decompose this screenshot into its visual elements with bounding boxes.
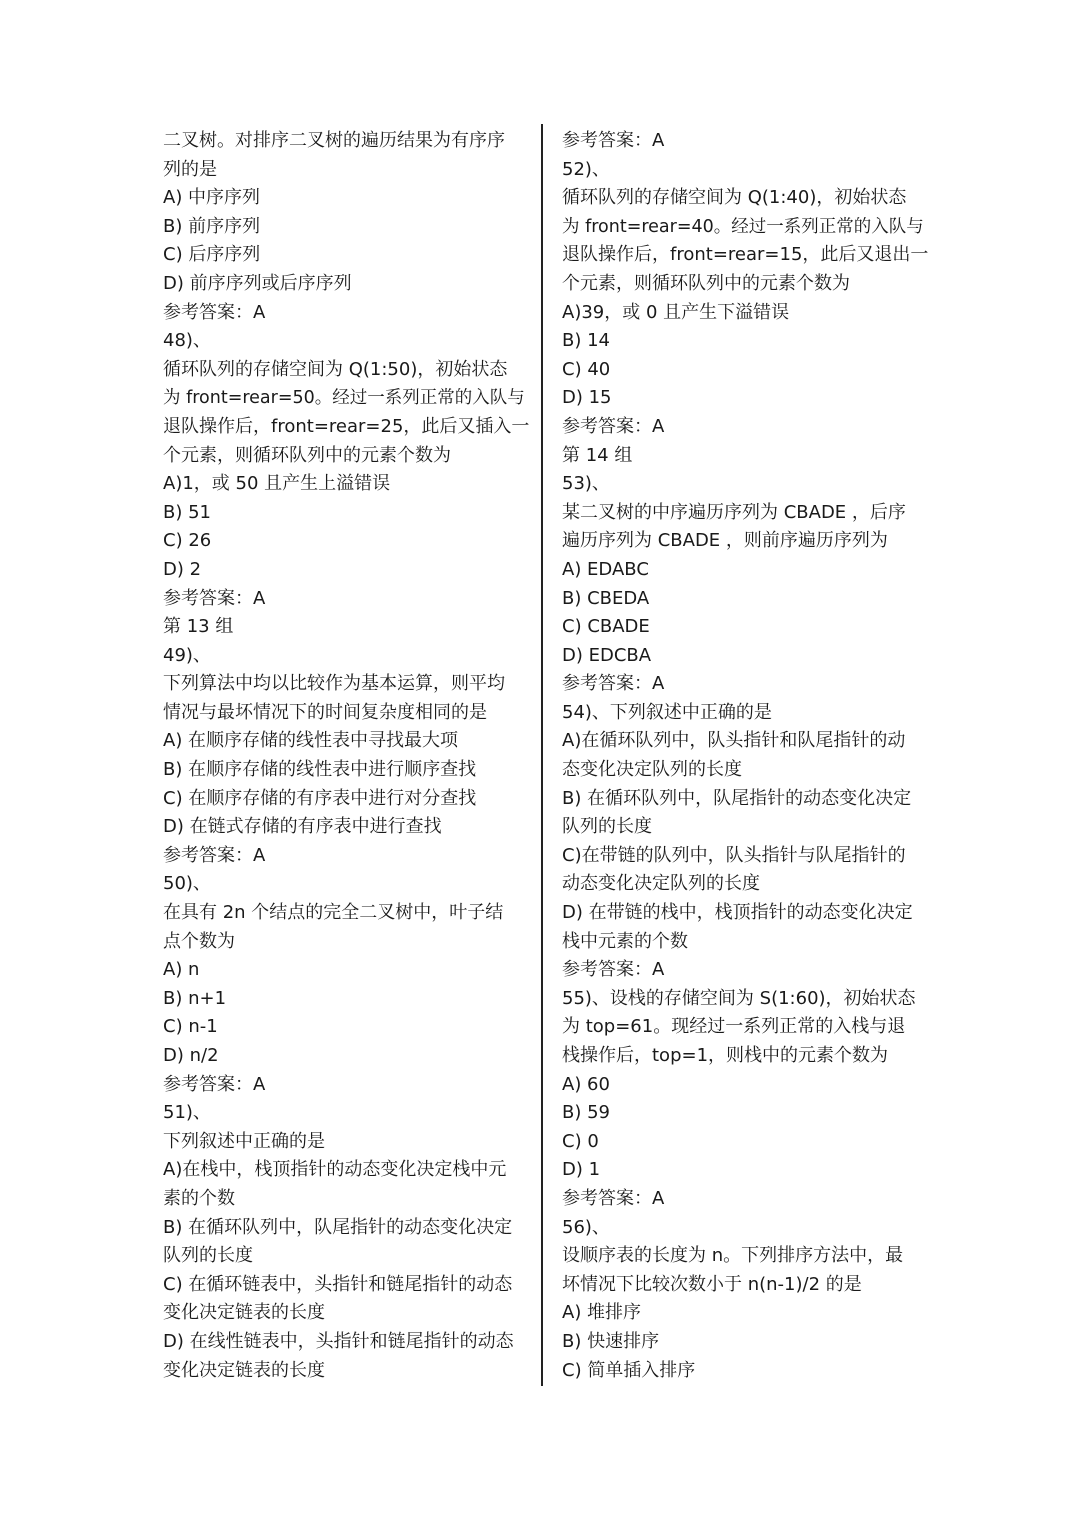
text-line: A) 60: [562, 1073, 610, 1095]
text-line: D) 在链式存储的有序表中进行查找: [163, 816, 442, 838]
text-line: 栈操作后，top=1，则栈中的元素个数为: [562, 1045, 889, 1066]
text-line: 某二叉树的中序遍历序列为 CBADE ，后序: [562, 501, 906, 523]
text-line: C) 26: [163, 530, 212, 552]
text-line: B) 在循环队列中，队尾指针的动态变化决定: [562, 787, 912, 809]
text-line: 51)、: [163, 1102, 211, 1124]
text-line: B) 59: [562, 1102, 610, 1124]
text-line: 参考答案：A: [163, 1073, 266, 1095]
text-line: A) 中序序列: [163, 187, 261, 209]
text-line: 参考答案：A: [562, 959, 665, 981]
text-line: C) 在顺序存储的有序表中进行对分查找: [163, 787, 477, 809]
text-line: A)在循环队列中，队头指针和队尾指针的动: [562, 730, 906, 752]
text-line: 态变化决定队列的长度: [562, 759, 742, 781]
text-line: 动态变化决定队列的长度: [562, 873, 760, 895]
text-line: 个元素，则循环队列中的元素个数为: [562, 272, 850, 294]
text-line: 52)、: [562, 158, 610, 180]
text-line: 第 14 组: [562, 444, 633, 466]
left-column: [163, 127, 531, 1385]
text-line: A) n: [163, 959, 200, 981]
text-line: 为 front=rear=40。经过一系列正常的入队与: [562, 216, 924, 237]
text-line: D) 前序序列或后序序列: [163, 272, 352, 294]
text-line: A)39，或 0 且产生下溢错误: [562, 301, 790, 323]
text-line: 50)、: [163, 873, 211, 895]
text-line: 情况与最坏情况下的时间复杂度相同的是: [163, 701, 487, 723]
text-line: B) 14: [562, 330, 610, 352]
text-line: D) 15: [562, 387, 612, 409]
text-line: 为 front=rear=50。经过一系列正常的入队与: [163, 388, 525, 409]
text-line: 素的个数: [163, 1187, 235, 1209]
text-line: 56)、: [562, 1216, 610, 1238]
text-line: 循环队列的存储空间为 Q(1:50)，初始状态: [163, 358, 508, 380]
text-line: A)在栈中，栈顶指针的动态变化决定栈中元: [163, 1159, 507, 1181]
text-line: 队列的长度: [163, 1245, 253, 1267]
text-line: C) 简单插入排序: [562, 1359, 696, 1381]
text-line: 个元素，则循环队列中的元素个数为: [163, 444, 451, 466]
text-line: B) 前序序列: [163, 215, 261, 237]
column-divider: [541, 124, 543, 1386]
text-line: C) CBADE: [562, 616, 650, 638]
text-line: 遍历序列为 CBADE ，则前序遍历序列为: [562, 530, 888, 552]
text-line: A) 堆排序: [562, 1302, 642, 1324]
text-line: 为 top=61。现经过一系列正常的入栈与退: [562, 1016, 906, 1038]
text-line: 变化决定链表的长度: [163, 1302, 325, 1324]
text-line: 二叉树。对排序二叉树的遍历结果为有序序: [163, 130, 505, 151]
text-line: D) 在带链的栈中，栈顶指针的动态变化决定: [562, 902, 913, 924]
text-line: C) n-1: [163, 1016, 218, 1038]
text-line: 参考答案：A: [163, 587, 266, 609]
text-line: D) 1: [562, 1159, 601, 1181]
text-line: 48)、: [163, 330, 211, 352]
text-line: 坏情况下比较次数小于 n(n-1)/2 的是: [562, 1273, 862, 1295]
text-line: 49)、: [163, 644, 211, 666]
text-line: 参考答案：A: [562, 415, 665, 437]
text-line: 55)、设栈的存储空间为 S(1:60)，初始状态: [562, 987, 916, 1009]
text-line: B) n+1: [163, 987, 227, 1009]
text-line: 参考答案：A: [562, 1187, 665, 1209]
text-line: D) 2: [163, 558, 202, 580]
text-line: 循环队列的存储空间为 Q(1:40)，初始状态: [562, 187, 907, 209]
text-line: A) 在顺序存储的线性表中寻找最大项: [163, 730, 459, 752]
text-line: B) CBEDA: [562, 587, 650, 609]
text-line: 参考答案：A: [562, 130, 665, 151]
text-line: C) 40: [562, 358, 611, 380]
text-line: C) 后序序列: [163, 244, 261, 266]
text-line: C) 在循环链表中，头指针和链尾指针的动态: [163, 1273, 513, 1295]
text-line: 53)、: [562, 473, 610, 495]
text-line: 设顺序表的长度为 n。下列排序方法中，最: [562, 1245, 904, 1267]
text-line: 54)、下列叙述中正确的是: [562, 701, 772, 723]
text-line: 参考答案：A: [562, 673, 665, 695]
text-line: 栈中元素的个数: [562, 930, 688, 952]
text-line: C)在带链的队列中，队头指针与队尾指针的: [562, 844, 906, 866]
text-line: D) 在线性链表中，头指针和链尾指针的动态: [163, 1330, 514, 1352]
text-line: B) 51: [163, 501, 211, 523]
text-line: 下列算法中均以比较作为基本运算，则平均: [163, 673, 505, 695]
text-line: 退队操作后，front=rear=15，此后又退出一: [562, 244, 929, 266]
text-line: C) 0: [562, 1130, 599, 1152]
text-line: A) EDABC: [562, 558, 649, 580]
text-line: A)1，或 50 且产生上溢错误: [163, 473, 391, 495]
text-line: D) n/2: [163, 1045, 219, 1066]
text-line: B) 在循环队列中，队尾指针的动态变化决定: [163, 1216, 513, 1238]
text-line: 参考答案：A: [163, 844, 266, 866]
text-line: 在具有 2n 个结点的完全二叉树中，叶子结: [163, 902, 504, 924]
text-line: 变化决定链表的长度: [163, 1359, 325, 1381]
text-line: 下列叙述中正确的是: [163, 1130, 325, 1152]
text-line: 点个数为: [163, 930, 235, 952]
text-line: 退队操作后，front=rear=25，此后又插入一: [163, 415, 530, 437]
text-line: 第 13 组: [163, 616, 234, 638]
text-line: 列的是: [163, 158, 217, 180]
text-line: D) EDCBA: [562, 644, 652, 666]
text-line: B) 在顺序存储的线性表中进行顺序查找: [163, 759, 477, 781]
text-line: B) 快速排序: [562, 1330, 660, 1352]
text-line: 队列的长度: [562, 816, 652, 838]
text-line: 参考答案：A: [163, 301, 266, 323]
right-column: [562, 127, 928, 1385]
